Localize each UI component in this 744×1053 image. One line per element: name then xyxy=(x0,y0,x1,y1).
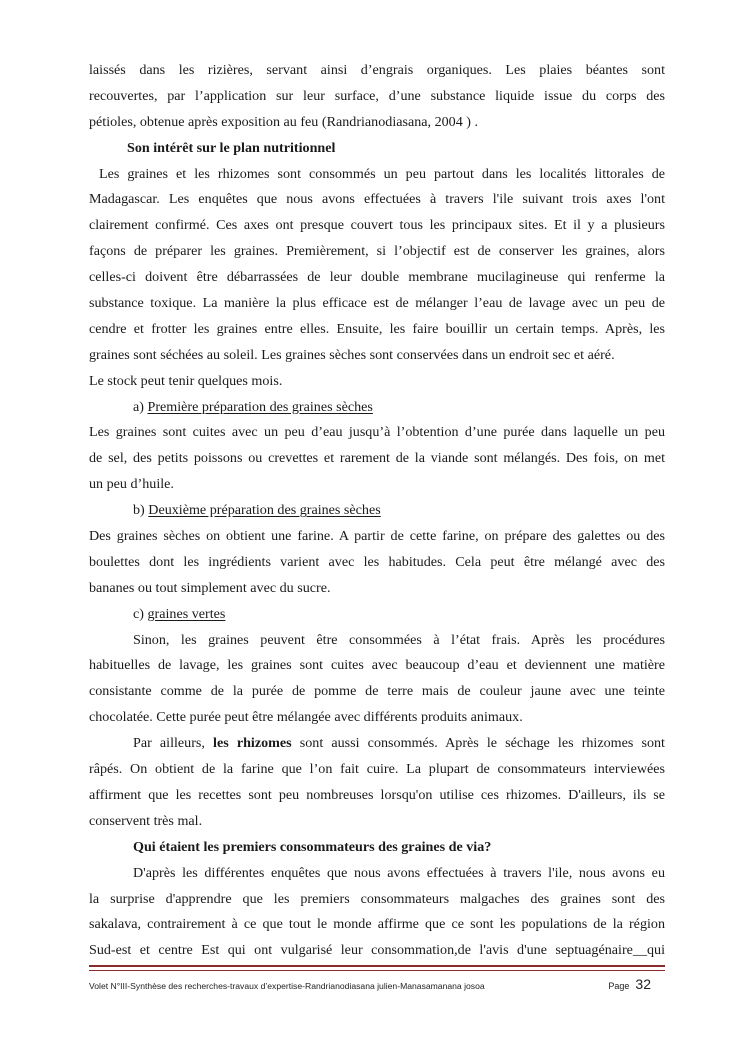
paragraph-line: habituelles de lavage, les graines sont cuites avec beaucoup d’eau et deviennent une matière xyxy=(89,657,665,674)
paragraph-line: la surprise d'apprendre que les premiers consommateurs malgaches des graines sont des xyxy=(89,890,665,907)
paragraph-line: Madagascar. Les enquêtes que nous avons effectuées à travers l'ile suivant trois axes l'ont xyxy=(89,191,665,208)
page-label: Page xyxy=(608,981,630,991)
paragraph-line: Les graines sont cuites avec un peu d’eau jusqu’à l’obtention d’une purée dans laquelle un peu xyxy=(89,424,665,441)
page-indicator xyxy=(608,976,651,992)
paragraph-line xyxy=(89,731,665,757)
section-heading-nutrition: Son intérêt sur le plan nutritionnel xyxy=(127,139,336,156)
paragraph-line: Sud-est et centre Est qui ont vulgarisé leur consommation,de l'avis d'une septuagénaire__qui xyxy=(89,942,665,959)
paragraph-line: un peu d’huile. xyxy=(89,476,174,493)
paragraph-line: cendre et frotter les graines entre elles. Ensuite, les faire bouillir un certain temps. Après, les xyxy=(89,320,665,337)
section-heading-consumers: Qui étaient les premiers consommateurs des graines de via? xyxy=(133,838,492,855)
paragraph-line: bananes ou tout simplement avec du sucre. xyxy=(89,579,331,596)
paragraph-line: affirment que les recettes sont peu nombreuses lorsqu'on utilise ces rhizomes. D'ailleurs, ils se xyxy=(89,786,665,803)
paragraph-line: Les graines et les rhizomes sont consommés un peu partout dans les localités littorales de xyxy=(99,165,665,182)
subheading-title: Première préparation des graines sèches xyxy=(147,398,373,415)
paragraph-line: sakalava, contrairement à ce que tout le monde affirme que ce sont les populations de la région xyxy=(89,916,665,933)
footer-rule-thin xyxy=(89,970,665,971)
text-run: Par ailleurs, xyxy=(133,735,214,752)
paragraph-line: recouvertes, par l’application sur leur surface, d’une substance liquide issue du corps des xyxy=(89,87,665,104)
paragraph-line: râpés. On obtient de la farine que l’on fait cuire. La plupart de consommateurs interviewées xyxy=(89,761,665,778)
paragraph-line: Sinon, les graines peuvent être consommées à l’état frais. Après les procédures xyxy=(133,631,665,648)
bold-term: les rhizomes xyxy=(213,735,292,752)
document-body xyxy=(89,58,665,964)
paragraph-line: conservent très mal. xyxy=(89,812,203,829)
paragraph-line: Des graines sèches on obtient une farine. A partir de cette farine, on prépare des galettes ou des xyxy=(89,528,665,545)
paragraph-line: celles-ci doivent être débarrassées de leur double membrane mucilagineuse qui renferme la xyxy=(89,269,665,286)
subheading-prefix: a) xyxy=(133,398,148,415)
paragraph-line: Le stock peut tenir quelques mois. xyxy=(89,372,283,389)
paragraph-line: de sel, des petits poissons ou crevettes et rarement de la viande sont mélangés. Des fois, on met xyxy=(89,450,665,467)
page-number: 32 xyxy=(635,976,651,992)
subheading-b xyxy=(89,498,665,524)
paragraph-line: D'après les différentes enquêtes que nous avons effectuées à travers l'ile, nous avons eu xyxy=(133,864,665,881)
paragraph-line: graines sont séchées au soleil. Les graines sèches sont conservées dans un endroit sec et aéré. xyxy=(89,346,615,363)
paragraph-line: pétioles, obtenue après exposition au feu (Randrianodiasana, 2004 ) . xyxy=(89,113,479,130)
paragraph-line: substance toxique. La manière la plus efficace est de mélanger l’eau de lavage avec un peu de xyxy=(89,295,665,312)
subheading-c xyxy=(89,602,665,628)
text-run: sont aussi consommés. Après le séchage les rhizomes sont xyxy=(291,735,665,752)
subheading-a xyxy=(89,395,665,421)
paragraph-line: chocolatée. Cette purée peut être mélangée avec différents produits animaux. xyxy=(89,709,523,726)
paragraph-line: consistante comme de la purée de pomme de terre mais de couleur jaune avec une teinte xyxy=(89,683,665,700)
subheading-prefix: b) xyxy=(133,502,149,519)
footer-title: Volet N°III-Synthèse des recherches-travaux d’expertise-Randrianodiasana julien-Manasamanana josoa xyxy=(89,981,485,991)
subheading-prefix: c) xyxy=(133,605,148,622)
paragraph-line: façons de préparer les graines. Premièrement, si l’objectif est de conserver les graines, alors xyxy=(89,243,665,260)
paragraph-line: laissés dans les rizières, servant ainsi d’engrais organiques. Les plaies béantes sont xyxy=(89,62,665,78)
paragraph-line: clairement confirmé. Ces axes ont presque couvert tous les principaux sites. Et il y a plusieurs xyxy=(89,217,665,234)
page-footer xyxy=(89,976,665,996)
paragraph-line: boulettes dont les ingrédients varient avec les habitudes. Cela peut être mélangé avec des xyxy=(89,553,665,570)
subheading-title: Deuxième préparation des graines sèches xyxy=(148,502,381,519)
subheading-title: graines vertes xyxy=(147,605,226,622)
footer-rule xyxy=(89,965,665,967)
